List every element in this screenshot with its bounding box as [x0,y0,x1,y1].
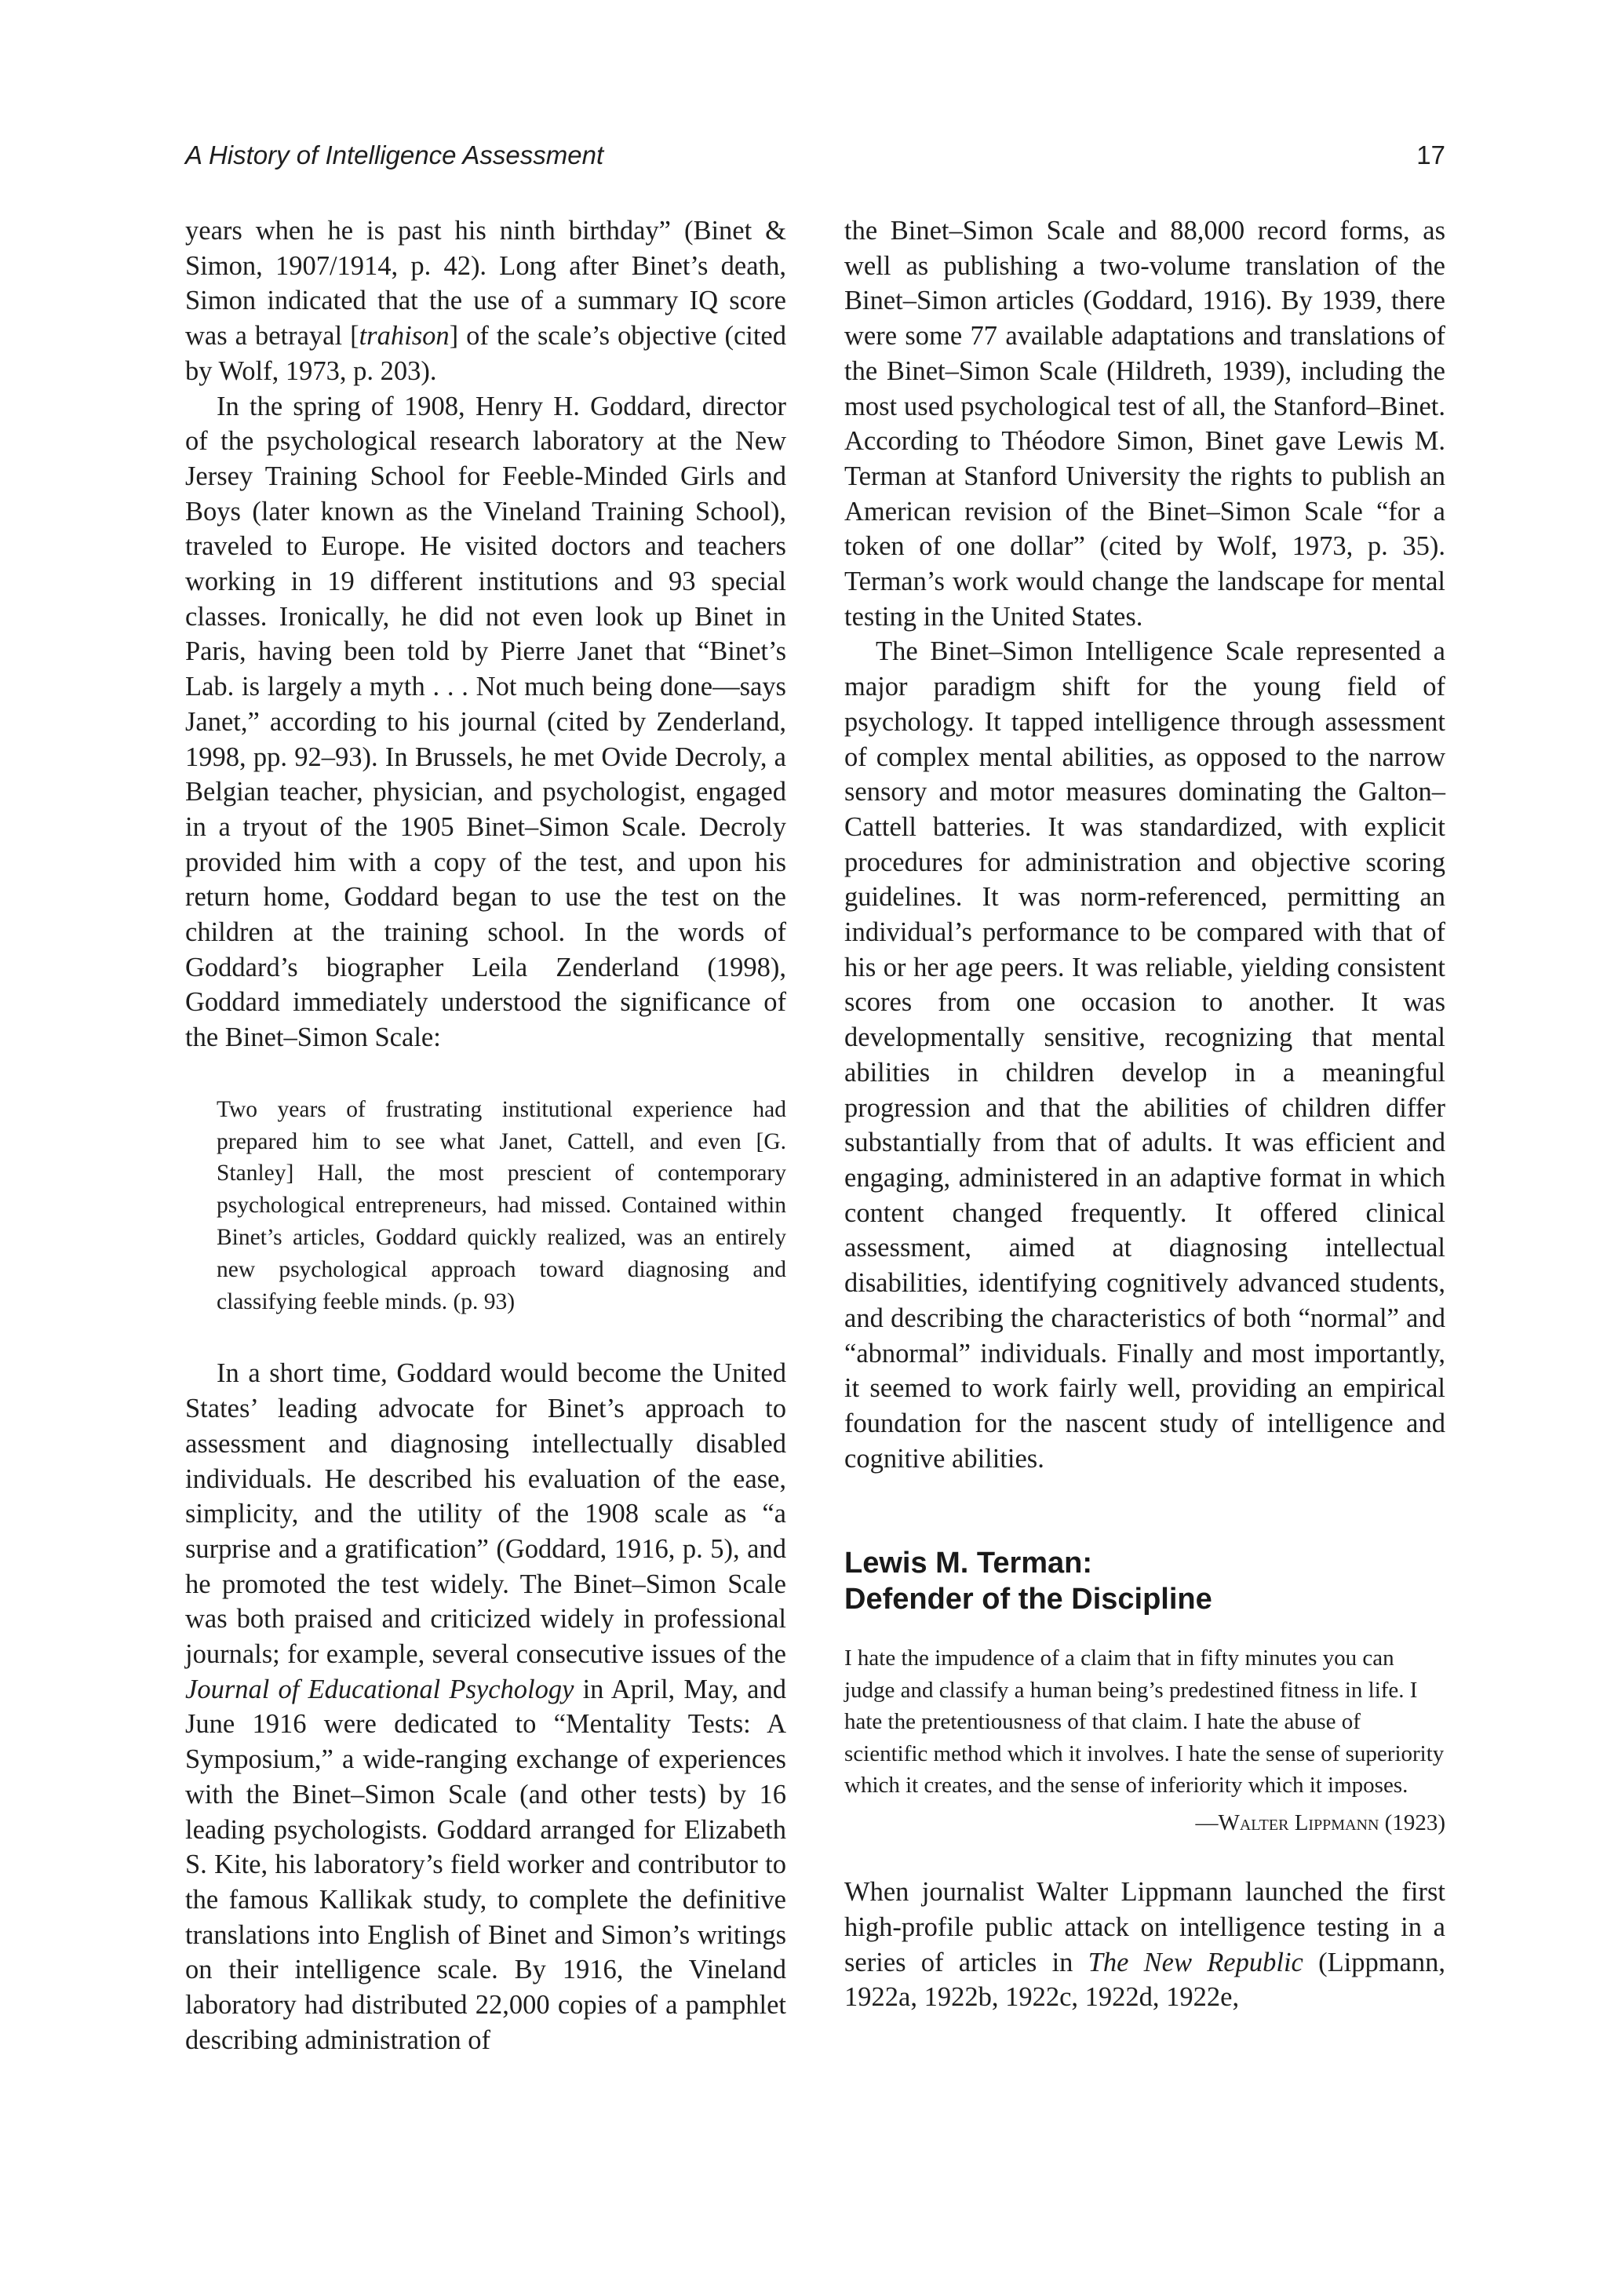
section-heading-line-1: Lewis M. Terman: [844,1547,1093,1580]
section-heading-line-2: Defender of the Discipline [844,1583,1212,1616]
paragraph-goddard-advocate [185,1356,786,2057]
right-column [844,213,1445,2015]
text-run: in April, May, and June 1916 were dedicated to “Mentality Tests: A Symposium,” a wide-ranging exchange of experiences with the Binet–Simon Scale (and other tests) by 16 leading psychologists. Goddard arranged for Elizabeth S. Kite, his laboratory’s field worker and contributor to the famous Kallikak study, to complete the definitive translations into English of Binet and Simon’s writings on their intelligence scale. By 1916, the Vineland laboratory had distributed 22,000 copies of a pamphlet describing administration of [185,1674,786,2055]
text-run: When journalist Walter Lippmann launched the first high-profile public attack on intelligence testing in a series of articles in [844,1877,1445,1977]
paragraph-goddard-europe: In the spring of 1908, Henry H. Goddard, director of the psychological research laboratory at the New Jersey Training School for Feeble-Minded Girls and Boys (later known as the Vineland Training School), traveled to Europe. He visited doctors and teachers working in 19 different institutions and 93 special classes. Ironically, he did not even look up Binet in Paris, having been told by Pierre Janet that “Binet’s Lab. is largely a myth . . . Not much being done—says Janet,” according to his journal (cited by Zenderland, 1998, pp. 92–93). In Brussels, he met Ovide Decroly, a Belgian teacher, physician, and psychologist, engaged in a tryout of the 1905 Binet–Simon Scale. Decroly provided him with a copy of the test, and upon his return home, Goddard began to use the test on the children at the training school. In the words of Goddard’s biographer Leila Zenderland (1998), Goddard immediately understood the significance of the Binet–Simon Scale: [185,391,786,1053]
attribution-dash: — [1195,1810,1219,1836]
magazine-title: The New Republic [1088,1947,1303,1977]
running-head-title: A History of Intelligence Assessment [185,140,604,169]
running-head [185,136,1445,175]
epigraph-quote: I hate the impudence of a claim that in fifty minutes you can judge and classify a human being’s predestined fitness in life. I hate the pretentiousness of that claim. I hate the abuse of scientific method which it involves. I hate the sense of superiority which it creates, and the sense of inferiority which it imposes. [844,1645,1445,1798]
paragraph-lippmann-attack [844,1875,1445,2015]
paragraph-binet-simon-continued [185,213,786,389]
italic-term: trahison [359,321,450,352]
epigraph-attribution [844,1807,1445,1839]
text-run: years when he is past his ninth birthday” (Binet & Simon, 1907/1914, p. 42). Long after Binet’s death, Simon indicated that the use of a summary IQ score was a betrayal [ [185,216,786,352]
left-column [185,213,786,2058]
block-quote-zenderland: Two years of frustrating institutional experience had prepared him to see what Janet, Cattell, and even [G. Stanley] Hall, the most prescient of contemporary psychological entrepreneurs, had missed. Contained within Binet’s articles, Goddard quickly realized, was an entirely new psychological approach toward diagnosing and classifying feeble minds. (p. 93) [217,1096,786,1314]
attribution-year: (1923) [1379,1810,1445,1836]
text-run: (Lippmann, 1922a, 1922b, 1922c, 1922d, 1922e, [844,1947,1445,2013]
attribution-author: Walter Lippmann [1218,1810,1379,1836]
page-number: 17 [1416,140,1445,169]
text-run: ] of the scale’s objective (cited by Wolf, 1973, p. 203). [185,321,786,386]
section-heading [844,1545,1445,1617]
paragraph-binet-simon-distribution: the Binet–Simon Scale and 88,000 record forms, as well as publishing a two-volume translation of the Binet–Simon articles (Goddard, 1916). By 1939, there were some 77 available adaptations and translations of the Binet–Simon Scale (Hildreth, 1939), including the most used psychological test of all, the Stanford–Binet. According to Théodore Simon, Binet gave Lewis M. Terman at Stanford University the rights to publish an American revision of the Binet–Simon Scale “for a token of one dollar” (cited by Wolf, 1973, p. 35). Terman’s work would change the landscape for mental testing in the United States. [844,216,1445,632]
paragraph-paradigm-shift: The Binet–Simon Intelligence Scale represented a major paradigm shift for the young field of psychology. It tapped intelligence through assessment of complex mental abilities, as opposed to the narrow sensory and motor measures dominating the Galton–Cattell batteries. It was standardized, with explicit procedures for administration and objective scoring guidelines. It was norm-referenced, permitting an individual’s performance to be compared with that of his or her age peers. It was reliable, yielding consistent scores from one occasion to another. It was developmentally sensitive, recognizing that mental abilities in children develop in a meaningful progression and that the abilities of children differ substantially from that of adults. It was efficient and engaging, administered in an adaptive format in which content changed frequently. It offered clinical assessment, aimed at diagnosing intellectual disabilities, identifying cognitively advanced students, and describing the characteristics of both “normal” and “abnormal” individuals. Finally and most importantly, it seemed to work fairly well, providing an empirical foundation for the nascent study of intelligence and cognitive abilities. [844,636,1445,1474]
text-run: In a short time, Goddard would become the United States’ leading advocate for Binet’s approach to assessment and diagnosing intellectually disabled individuals. He described his evaluation of the ease, simplicity, and the utility of the 1908 scale as “a surprise and a gratification” (Goddard, 1916, p. 5), and he promoted the test widely. The Binet–Simon Scale was both praised and criticized widely in professional journals; for example, several consecutive issues of the [185,1358,786,1670]
journal-title: Journal of Educational Psychology [185,1674,574,1704]
